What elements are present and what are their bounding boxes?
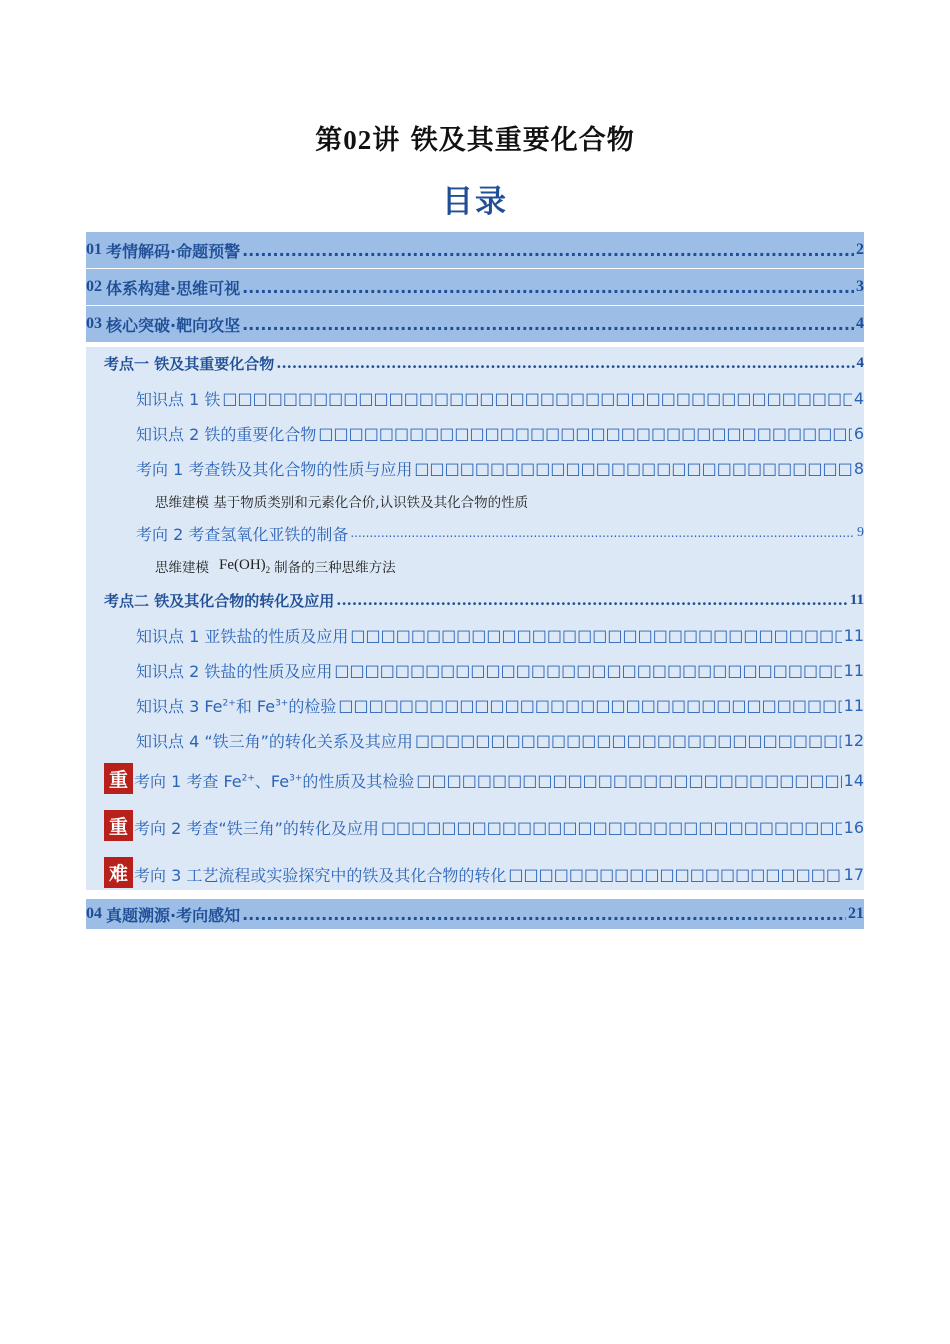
toc-zhishidian-2-3[interactable]: 知识点 3 $Fe^{2+}$和 $Fe^{3+}$的检验 □□□□□□□□□□□□□□□□□□□□□□□□□□□□□□□□□□□□□□□□□□□□□□□□□□□□□□□□□□□□□□□□□□□□□□□□□□□□□□□□□□□□□□□□ 11 [136,690,864,720]
dot-leader [242,278,854,297]
dot-leader [242,241,854,260]
box-leader [318,424,851,443]
toc-kaoxiang-2-2[interactable]: 考向 2 考查“铁三角”的转化及应用 □□□□□□□□□□□□□□□□□□□□□□□□□□□□□□□□□□□□□□□□□□□□□□□□□□□□□□□□□□□□□□□□□□□□□□□□□□□□□□□□□□□□□□□□ 16 [134,811,864,843]
document-title: 第02讲 铁及其重要化合物 [315,125,635,156]
box-leader [508,865,841,884]
toc-kaoxiang-2-1[interactable]: 考向 1 考查 $Fe^{2+}$、$Fe^{3+}$的性质及其检验 □□□□□□□□□□□□□□□□□□□□□□□□□□□□□□□□□□□□□□□□□□□□□□□□□□□□□□□□□□□□□□□□□□□□□□□□□□□□□□□□□□□□□□□□ 14 [134,764,864,796]
toc-section-04[interactable]: 04 真题溯源·考向感知 ..... 21 [86,899,864,929]
key-badge: 重 [104,763,133,794]
toc-kaodian-2[interactable]: 考点二 铁及其化合物的转化及应用 ..... 11 [104,585,864,615]
box-leader [415,731,842,750]
toc-zhishidian-2-2[interactable]: 知识点 2 铁盐的性质及应用 □□□□□□□□□□□□□□□□□□□□□□□□□□□□□□□□□□□□□□□□□□□□□□□□□□□□□□□□□□□□□□□□□□□□□□□□□□□□□□□□□□□□□□□□ 11 [136,655,864,685]
difficult-badge: 难 [104,857,133,888]
box-leader [381,818,842,837]
box-leader [334,661,841,680]
toc-section-03[interactable]: 03 核心突破·靶向攻坚 ..... 4 [86,306,864,342]
toc-kaoxiang-1-1[interactable]: 考向 1 考查铁及其化合物的性质与应用 □□□□□□□□□□□□□□□□□□□□□□□□□□□□□□□□□□□□□□□□□□□□□□□□□□□□□□□□□□□□□□□□□□□□□□□□□□□□□□□□□□□□□□□□ 8 [136,453,864,483]
toc-siwei-1-1[interactable]: 思维建模 基于物质类别和元素化合价,认识铁及其化合物的性质 [155,495,529,511]
toc-zhishidian-2-4[interactable]: 知识点 4 “铁三角”的转化关系及其应用 □□□□□□□□□□□□□□□□□□□□□□□□□□□□□□□□□□□□□□□□□□□□□□□□□□□□□□□□□□□□□□□□□□□□□□□□□□□□□□□□□□□□□□□□ 12 [136,725,864,755]
toc-zhishidian-1-2[interactable]: 知识点 2 铁的重要化合物 □□□□□□□□□□□□□□□□□□□□□□□□□□□□□□□□□□□□□□□□□□□□□□□□□□□□□□□□□□□□□□□□□□□□□□□□□□□□□□□□□□□□□□□□ 6 [136,418,864,448]
box-leader [222,389,851,408]
toc-kaoxiang-1-2[interactable]: 考向 2 考查氢氧化亚铁的制备 ..... 9 [136,518,864,548]
toc-siwei-1-2[interactable]: 思维建模 $Fe(OH)_2$ 制备的三种思维方法 [155,557,396,576]
toc-zhishidian-1-1[interactable]: 知识点 1 铁 □□□□□□□□□□□□□□□□□□□□□□□□□□□□□□□□□□□□□□□□□□□□□□□□□□□□□□□□□□□□□□□□□□□□□□□□□□□□□□□□□□□□□□□□ 4 [136,383,864,413]
toc-kaodian-1[interactable]: 考点一 铁及其重要化合物 ..... 4 [104,348,864,378]
toc-section-01[interactable]: 01 考情解码·命题预警 ..... 2 [86,232,864,268]
dot-leader [242,905,846,924]
box-leader [416,771,841,790]
box-leader [338,696,841,715]
toc-zhishidian-2-1[interactable]: 知识点 1 亚铁盐的性质及应用 □□□□□□□□□□□□□□□□□□□□□□□□□□□□□□□□□□□□□□□□□□□□□□□□□□□□□□□□□□□□□□□□□□□□□□□□□□□□□□□□□□□□□□□□ 11 [136,620,864,650]
box-leader [350,626,841,645]
dot-leader [350,525,855,541]
dot-leader [336,591,848,609]
box-leader [414,459,851,478]
toc-heading: 目录 [442,184,508,220]
dot-leader [242,315,854,334]
dot-leader [276,354,854,372]
key-badge: 重 [104,810,133,841]
toc-section-02[interactable]: 02 体系构建·思维可视 ..... 3 [86,269,864,305]
toc-kaoxiang-2-3[interactable]: 考向 3 工艺流程或实验探究中的铁及其化合物的转化 □□□□□□□□□□□□□□□□□□□□□□□□□□□□□□□□□□□□□□□□□□□□□□□□□□□□□□□□□□□□□□□□□□□□□□□□□□□□□□□□□□□□□□□□ 17 [134,858,864,890]
